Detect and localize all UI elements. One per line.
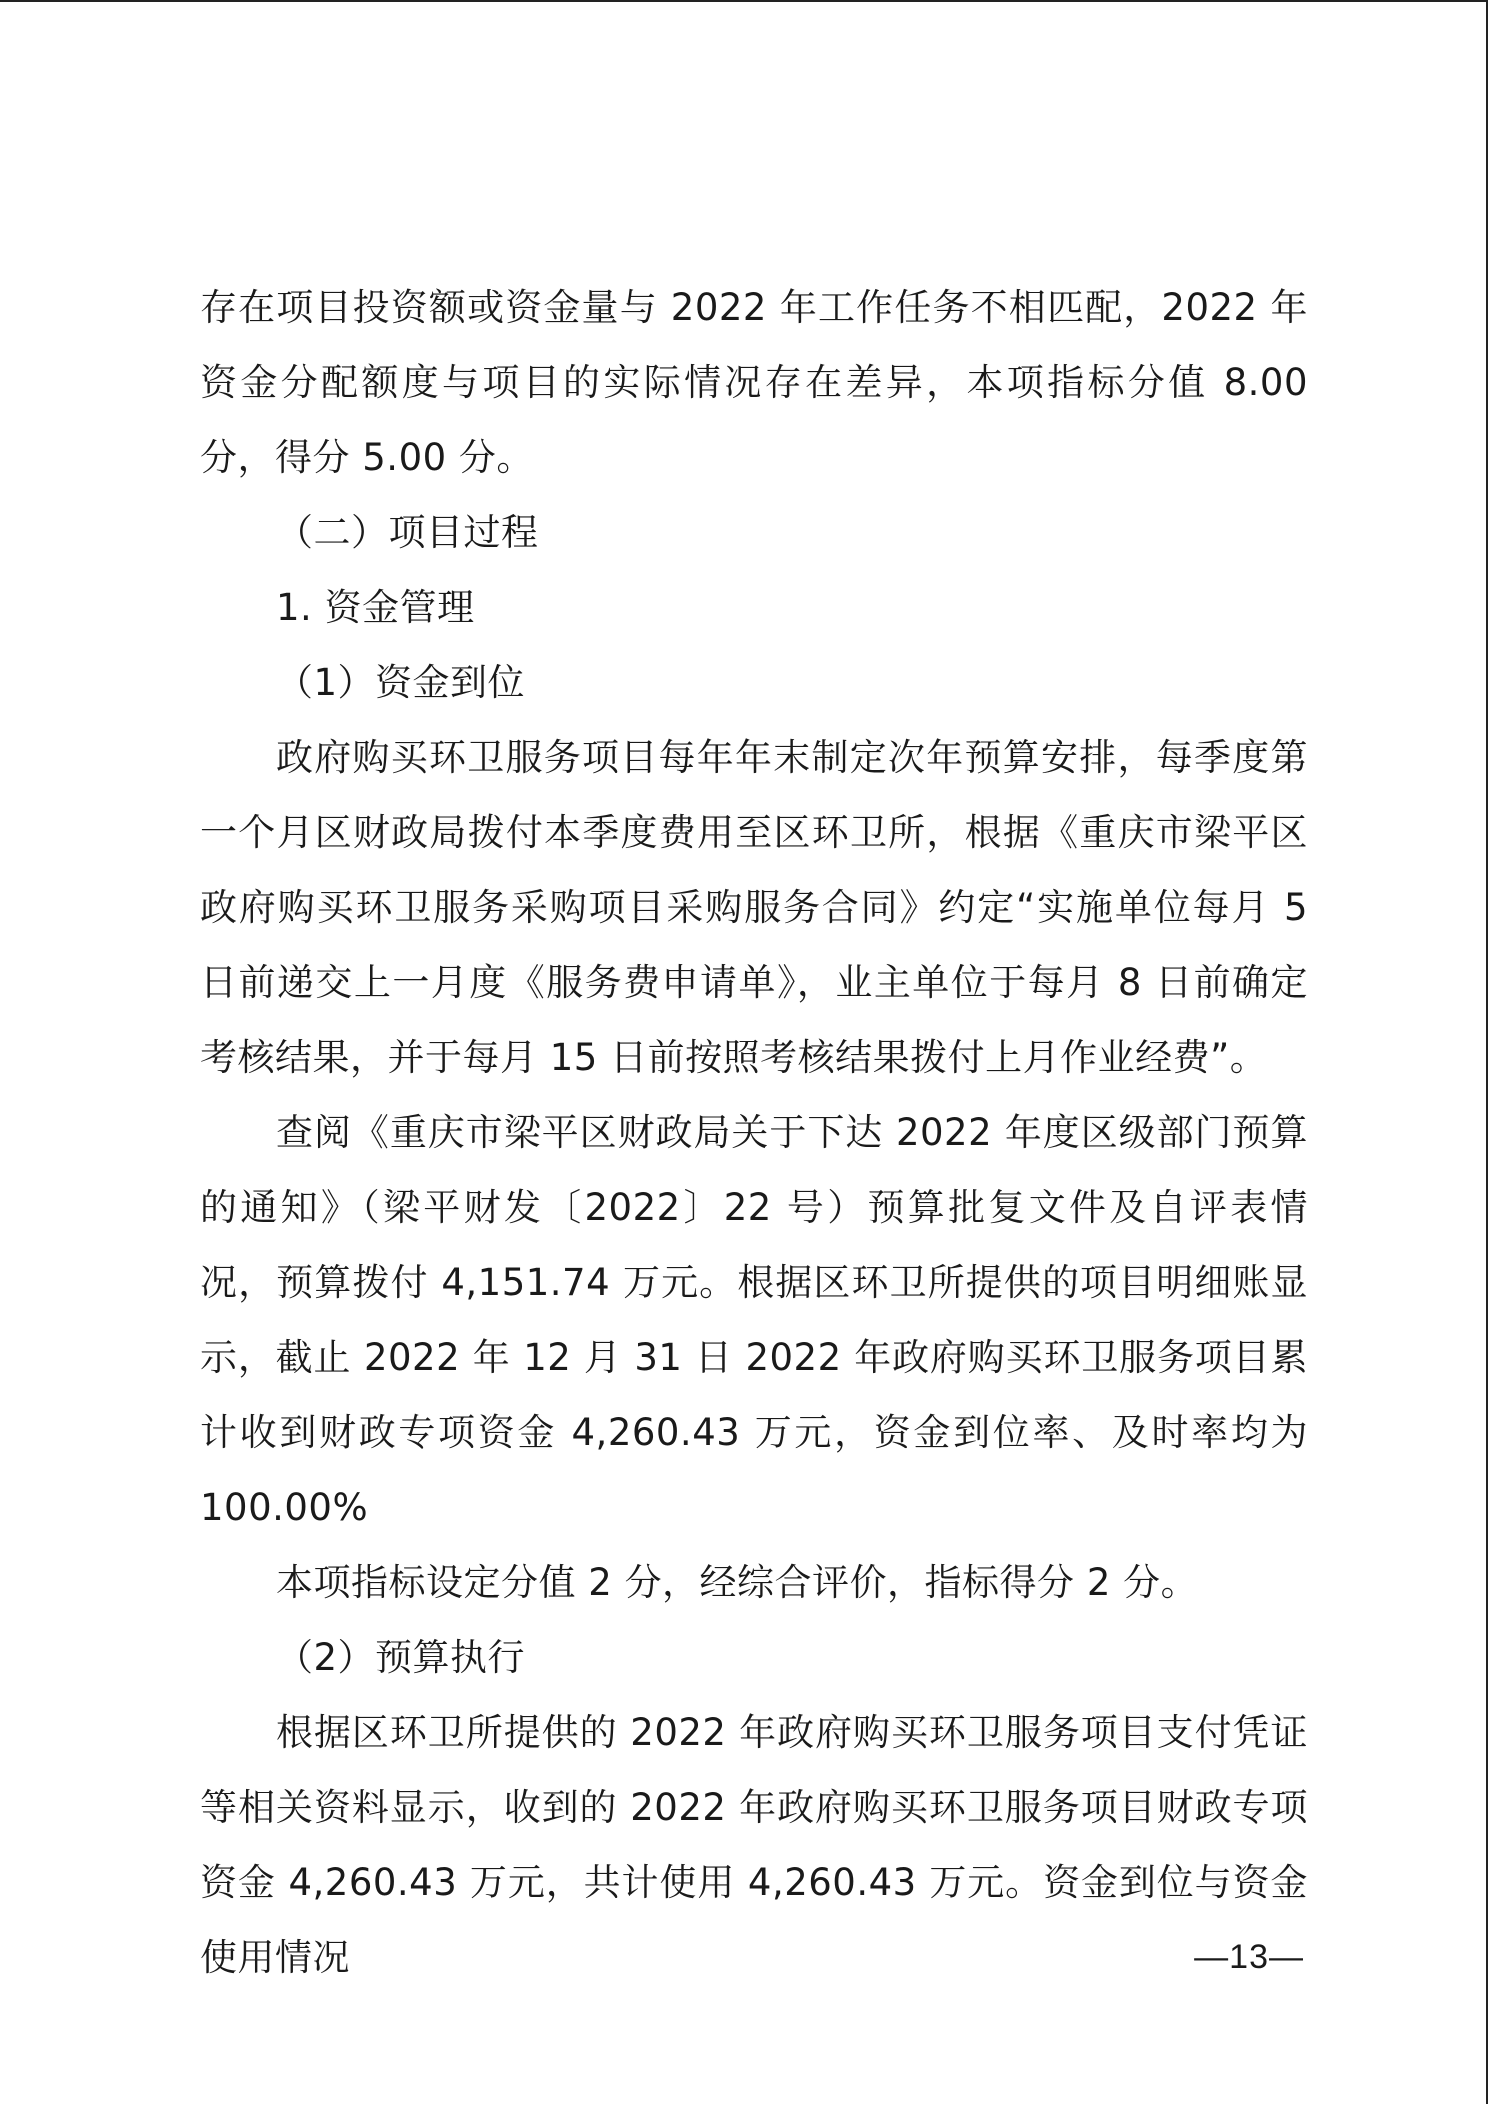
document-body: [200, 270, 1308, 1995]
subsection-heading: 1. 资金管理: [276, 586, 475, 629]
paragraph: 存在项目投资额或资金量与 2022 年工作任务不相匹配，2022 年资金分配额度与项目的实际情况存在差异，本项指标分值 8.00 分，得分 5.00 分。: [200, 286, 1308, 479]
section-heading: （二）项目过程: [276, 511, 539, 554]
paragraph: 政府购买环卫服务项目每年年末制定次年预算安排，每季度第一个月区财政局拨付本季度费用至区环卫所，根据《重庆市梁平区政府购买环卫服务采购项目采购服务合同》约定“实施单位每月 5 日前递交上一月度《服务费申请单》，业主单位于每月 8 日前确定考核结果，并于每月 15 日前按照考核结果拨付上月作业经费”。: [200, 736, 1308, 1079]
paragraph: 本项指标设定分值 2 分，经综合评价，指标得分 2 分。: [276, 1561, 1199, 1604]
item-heading: （1）资金到位: [276, 661, 526, 704]
page-number: —13—: [1194, 1938, 1304, 1976]
paragraph: 根据区环卫所提供的 2022 年政府购买环卫服务项目支付凭证等相关资料显示，收到的 2022 年政府购买环卫服务项目财政专项资金 4,260.43 万元，共计使用 4,260.43 万元。资金到位与资金使用情况: [200, 1711, 1308, 1979]
paragraph: 查阅《重庆市梁平区财政局关于下达 2022 年度区级部门预算的通知》（梁平财发〔2022〕22 号）预算批复文件及自评表情况，预算拨付 4,151.74 万元。根据区环卫所提供的项目明细账显示，截止 2022 年 12 月 31 日 2022 年政府购买环卫服务项目累计收到财政专项资金 4,260.43 万元，资金到位率、及时率均为 100.00%: [200, 1111, 1308, 1529]
item-heading: （2）预算执行: [276, 1636, 526, 1679]
